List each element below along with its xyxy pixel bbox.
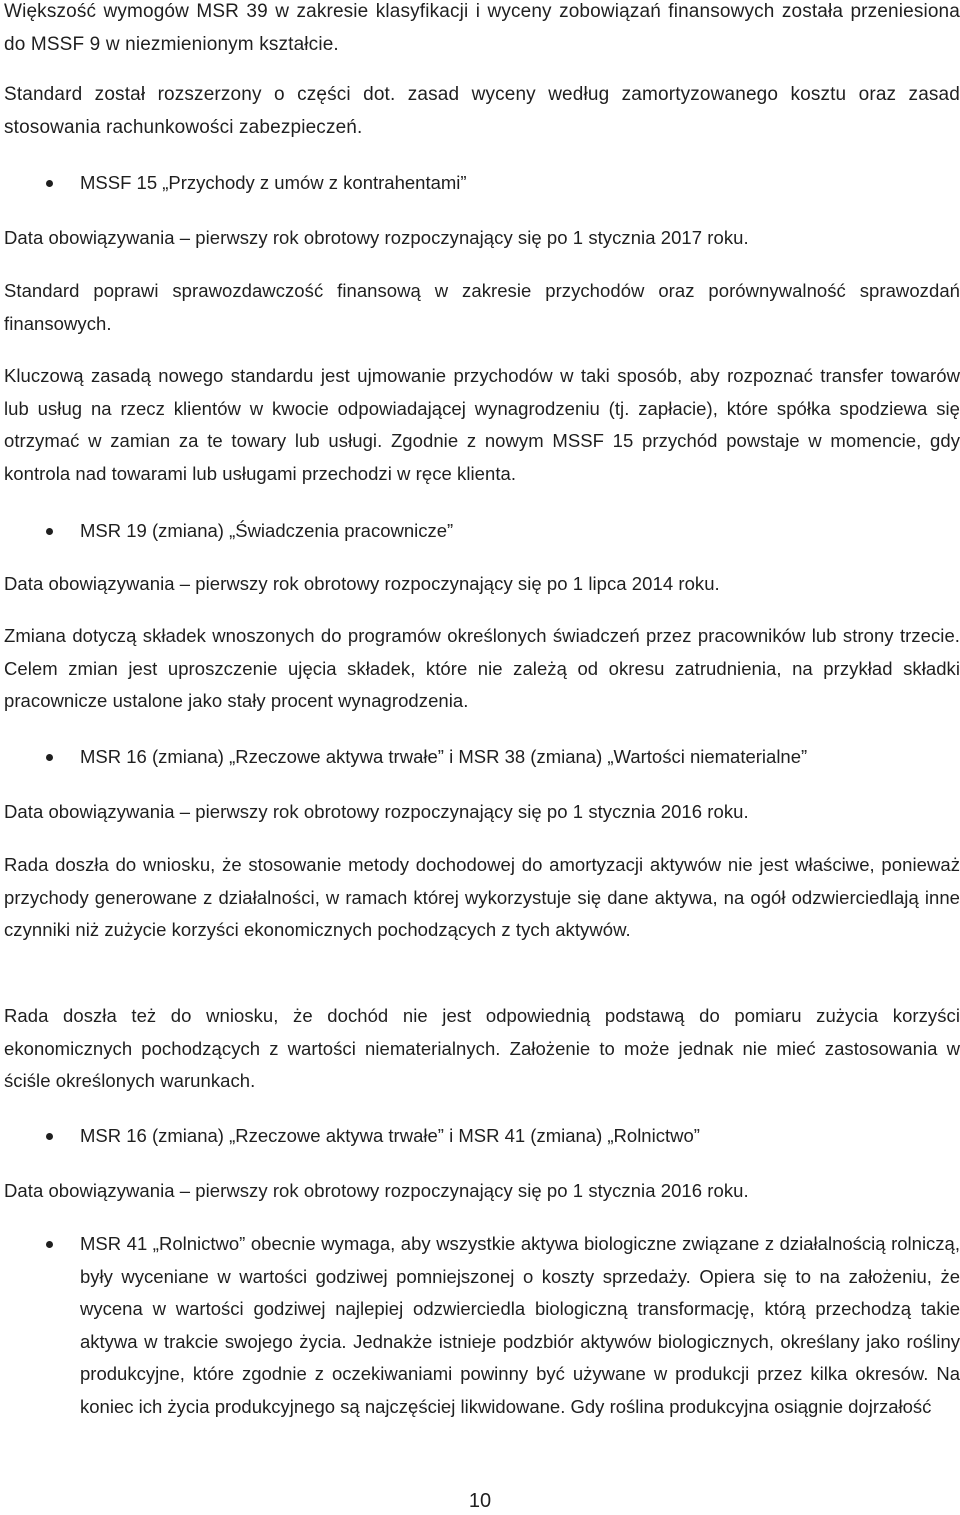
paragraph-effective-date-msr16-msr38 <box>4 796 960 829</box>
paragraph-effective-date-mssf15 <box>4 222 960 255</box>
paragraph-text: Data obowiązywania – pierwszy rok obrotowy rozpoczynający się po 1 stycznia 2016 roku. <box>4 1180 749 1201</box>
bullet-icon <box>46 528 53 535</box>
bullet-mssf15 <box>4 167 960 200</box>
paragraph-text: Większość wymogów MSR 39 w zakresie klasyfikacji i wyceny zobowiązań finansowych została przeniesiona do MSSF 9 w niezmienionym kształcie. <box>4 1 960 55</box>
bullet-heading: MSR 16 (zmiana) „Rzeczowe aktywa trwałe” i MSR 41 (zmiana) „Rolnictwo” <box>80 1125 700 1146</box>
paragraph-text: Standard został rozszerzony o części dot. zasad wyceny według zamortyzowanego kosztu oraz zasad stosowania rachunkowości zabezpieczeń. <box>4 84 960 138</box>
bullet-msr41-agriculture <box>4 1228 960 1458</box>
paragraph-standard-expanded <box>4 79 960 144</box>
bullet-msr19 <box>4 515 960 548</box>
bullet-heading: MSSF 15 „Przychody z umów z kontrahentami” <box>80 172 467 193</box>
paragraph-text: Kluczową zasadą nowego standardu jest ujmowanie przychodów w taki sposób, aby rozpoznać transfer towarów lub usług na rzecz klientów w kwocie odpowiadającej wynagrodzeniu (tj. zapłacie), które spółka spodziewa się otrzymać w zamian za te towary lub usługi. Zgodnie z nowym MSSF 15 przychód powstaje w momencie, gdy kontrola nad towarami lub usługami przechodzi w ręce klienta. <box>4 365 960 484</box>
bullet-msr16-msr41 <box>4 1120 960 1153</box>
bullet-paragraph: MSR 41 „Rolnictwo” obecnie wymaga, aby wszystkie aktywa biologiczne związane z działalnością rolniczą, były wyceniane w wartości godziwej pomniejszonej o koszty sprzedaży. Opiera się to na założeniu, że wycena w wartości godziwej najlepiej odzwierciedla biologiczną transformację, którą przechodzą takie aktywa w trakcie swojego życia. Jednakże istnieje podzbiór aktywów biologicznych, określany jako rośliny produkcyjne, które zgodnie z oczekiwaniami powinny być używane w produkcji przez kilka okresów. Na koniec ich życia produkcyjnego są najczęściej likwidowane. Gdy roślina produkcyjna osiągnie dojrzałość <box>80 1233 960 1417</box>
bullet-heading: MSR 16 (zmiana) „Rzeczowe aktywa trwałe” i MSR 38 (zmiana) „Wartości niematerialne” <box>80 746 808 767</box>
bullet-msr16-msr38 <box>4 741 960 774</box>
paragraph-text: Data obowiązywania – pierwszy rok obrotowy rozpoczynający się po 1 lipca 2014 roku. <box>4 573 720 594</box>
paragraph-board-conclusion-2 <box>4 1000 960 1098</box>
paragraph-text: Standard poprawi sprawozdawczość finansową w zakresie przychodów oraz porównywalność sprawozdań finansowych. <box>4 280 960 334</box>
paragraph-key-principle <box>4 360 960 490</box>
bullet-icon <box>46 1133 53 1140</box>
paragraph-board-conclusion-1 <box>4 849 960 947</box>
paragraph-text: Data obowiązywania – pierwszy rok obrotowy rozpoczynający się po 1 stycznia 2016 roku. <box>4 801 749 822</box>
paragraph-msr39 <box>4 0 960 61</box>
paragraph-text: Zmiana dotyczą składek wnoszonych do programów określonych świadczeń przez pracowników lub strony trzecie. Celem zmian jest uproszczenie ujęcia składek, które nie zależą od okresu zatrudnienia, na przykład składki pracownicze ustalone jako stały procent wynagrodzenia. <box>4 625 960 711</box>
bullet-heading: MSR 19 (zmiana) „Świadczenia pracownicze” <box>80 520 454 541</box>
paragraph-effective-date-msr16-msr41 <box>4 1175 960 1208</box>
paragraph-text: Data obowiązywania – pierwszy rok obrotowy rozpoczynający się po 1 stycznia 2017 roku. <box>4 227 749 248</box>
paragraph-effective-date-msr19 <box>4 568 960 601</box>
paragraph-text: Rada doszła do wniosku, że stosowanie metody dochodowej do amortyzacji aktywów nie jest właściwe, ponieważ przychody generowane z działalności, w ramach której wykorzystuje się dane aktywa, na ogół odzwierciedlają inne czynniki niż zużycie korzyści ekonomicznych pochodzących z tych aktywów. <box>4 854 960 940</box>
paragraph-text: Rada doszła też do wniosku, że dochód nie jest odpowiednią podstawą do pomiaru zużycia korzyści ekonomicznych pochodzących z wartości niematerialnych. Założenie to może jednak nie mieć zastosowania w ściśle określonych warunkach. <box>4 1005 960 1091</box>
bullet-icon <box>46 754 53 761</box>
bullet-icon <box>46 1241 53 1248</box>
paragraph-contributions <box>4 620 960 718</box>
bullet-icon <box>46 180 53 187</box>
paragraph-standard-improve <box>4 275 960 340</box>
page-number: 10 <box>468 1490 492 1512</box>
